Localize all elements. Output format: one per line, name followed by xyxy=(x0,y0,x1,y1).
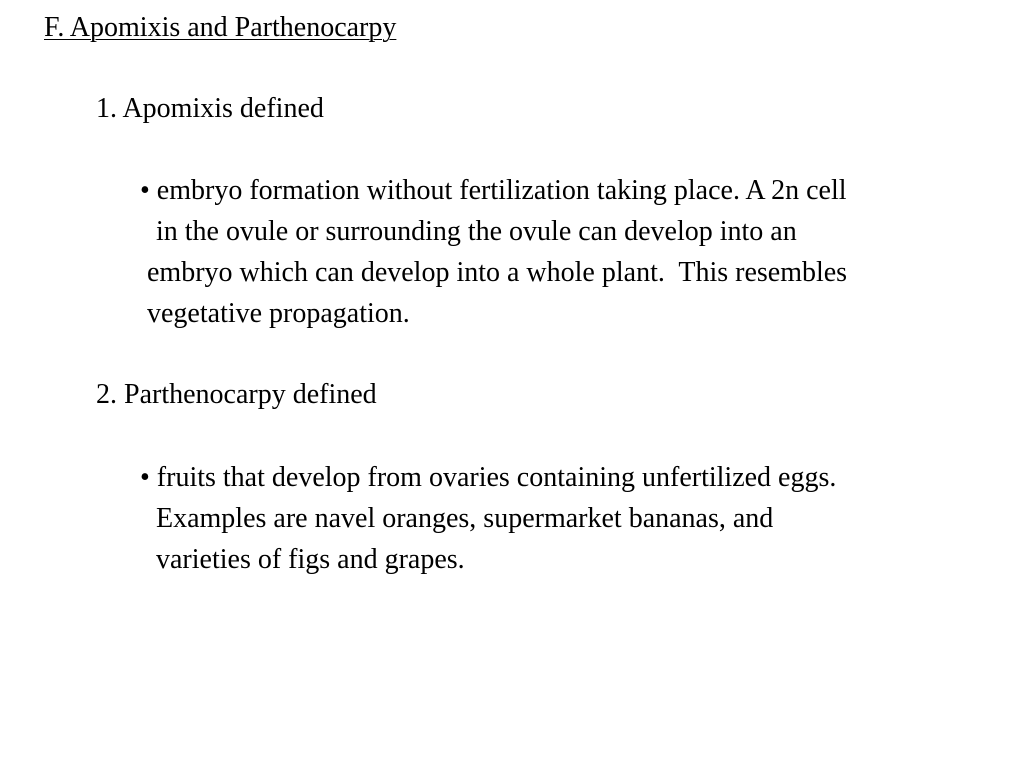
parthenocarpy-bullet-line-2: Examples are navel oranges, supermarket bananas, and xyxy=(156,503,774,534)
parthenocarpy-bullet-line-1: • fruits that develop from ovaries containing unfertilized eggs. xyxy=(140,462,837,493)
apomixis-bullet-line-1: • embryo formation without fertilization taking place. A 2n cell xyxy=(140,175,847,206)
section-heading-parthenocarpy: 2. Parthenocarpy defined xyxy=(96,379,377,410)
apomixis-bullet-line-4: vegetative propagation. xyxy=(147,298,410,329)
section-heading-apomixis: 1. Apomixis defined xyxy=(96,93,324,124)
slide-title: F. Apomixis and Parthenocarpy xyxy=(44,12,397,43)
apomixis-bullet-line-3: embryo which can develop into a whole plant. This resembles xyxy=(147,257,848,288)
apomixis-bullet-line-2: in the ovule or surrounding the ovule can develop into an xyxy=(156,216,797,247)
parthenocarpy-bullet-line-3: varieties of figs and grapes. xyxy=(156,544,465,575)
